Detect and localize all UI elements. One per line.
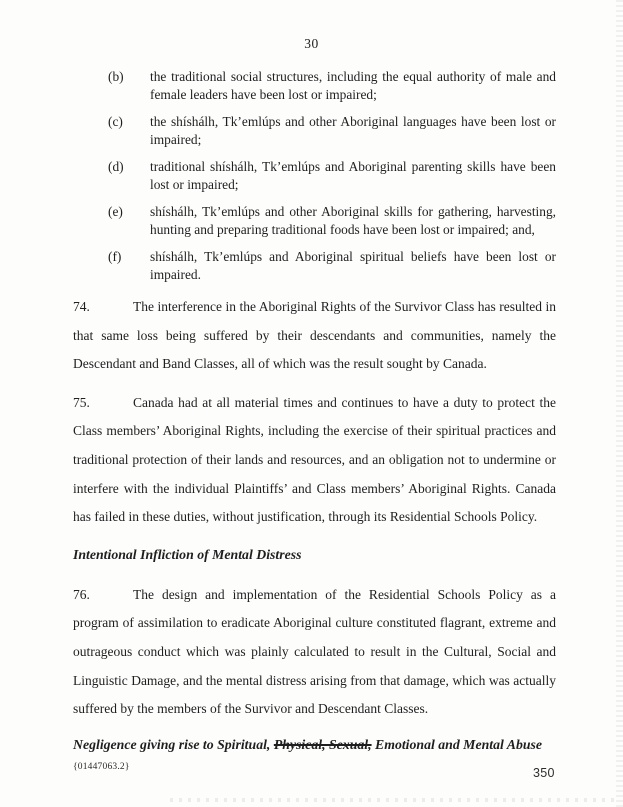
list-item-text: the shíshálh, Tk’emlúps and other Aboriginal languages have been lost or impaired;: [150, 114, 556, 147]
paragraph-76: [73, 581, 556, 724]
list-item-label: (d): [108, 159, 124, 174]
paragraph-text: Canada had at all material times and continues to have a duty to protect the Class members’ Aboriginal Rights, including the exercise of their spiritual practices and traditional protection of their lands and resources, and an obligation not to undermine or interfere with the individual Plaintiffs’ and Class members’ Aboriginal Rights. Canada has failed in these duties, without justification, through its Residential Schools Policy.: [73, 394, 556, 525]
list-item-text: traditional shíshálh, Tk’emlúps and Aboriginal parenting skills have been lost or impaired;: [150, 159, 556, 192]
document-id-footer: {01447063.2}: [73, 761, 130, 772]
list-item-label: (b): [108, 69, 124, 84]
paragraph-75: [73, 389, 556, 532]
allegations-sublist: [73, 68, 556, 283]
list-item: [73, 248, 556, 283]
list-item-text: shíshálh, Tk’emlúps and other Aboriginal skills for gathering, harvesting, hunting and preparing traditional foods have been lost or impaired; and,: [150, 204, 556, 237]
page-content: [73, 64, 556, 772]
list-item-label: (c): [108, 114, 123, 129]
list-item-label: (e): [108, 204, 123, 219]
heading-negligence: [73, 736, 556, 754]
paragraph-text: The interference in the Aboriginal Rights of the Survivor Class has resulted in that same loss being suffered by their descendants and communities, namely the Descendant and Band Classes, all of which was the result sought by Canada.: [73, 299, 556, 372]
paragraph-number: 75.: [73, 394, 90, 410]
list-item-text: the traditional social structures, including the equal authority of male and female leaders have been lost or impaired;: [150, 69, 556, 102]
heading-negligence-struck-text: Physical, Sexual,: [273, 736, 372, 752]
paragraph-text: The design and implementation of the Residential Schools Policy as a program of assimilation to eradicate Aboriginal culture constituted flagrant, extreme and outrageous conduct which was plainly calculated to result in the Cultural, Social and Linguistic Damage, and the mental distress arising from that damage, which was actually suffered by the members of the Survivor and Descendant Classes.: [73, 586, 556, 717]
paragraph-74: [73, 293, 556, 379]
paragraph-number: 76.: [73, 586, 90, 602]
list-item-label: (f): [108, 249, 122, 264]
list-item: [73, 113, 556, 148]
heading-negligence-part1: Negligence giving rise to Spiritual,: [73, 736, 274, 752]
page-number-top: 30: [304, 36, 319, 51]
stamped-page-number: 350: [533, 766, 555, 780]
list-item: [73, 158, 556, 193]
scan-artifact-right-edge: [616, 0, 623, 807]
scan-artifact-bottom-edge: [170, 798, 617, 802]
list-item: [73, 68, 556, 103]
heading-intentional-infliction: Intentional Infliction of Mental Distress: [73, 546, 302, 562]
heading-negligence-part2: Emotional and Mental Abuse: [371, 736, 543, 752]
list-item-text: shíshálh, Tk’emlúps and Aboriginal spiritual beliefs have been lost or impaired.: [150, 249, 556, 282]
list-item: [73, 203, 556, 238]
paragraph-number: 74.: [73, 299, 90, 314]
